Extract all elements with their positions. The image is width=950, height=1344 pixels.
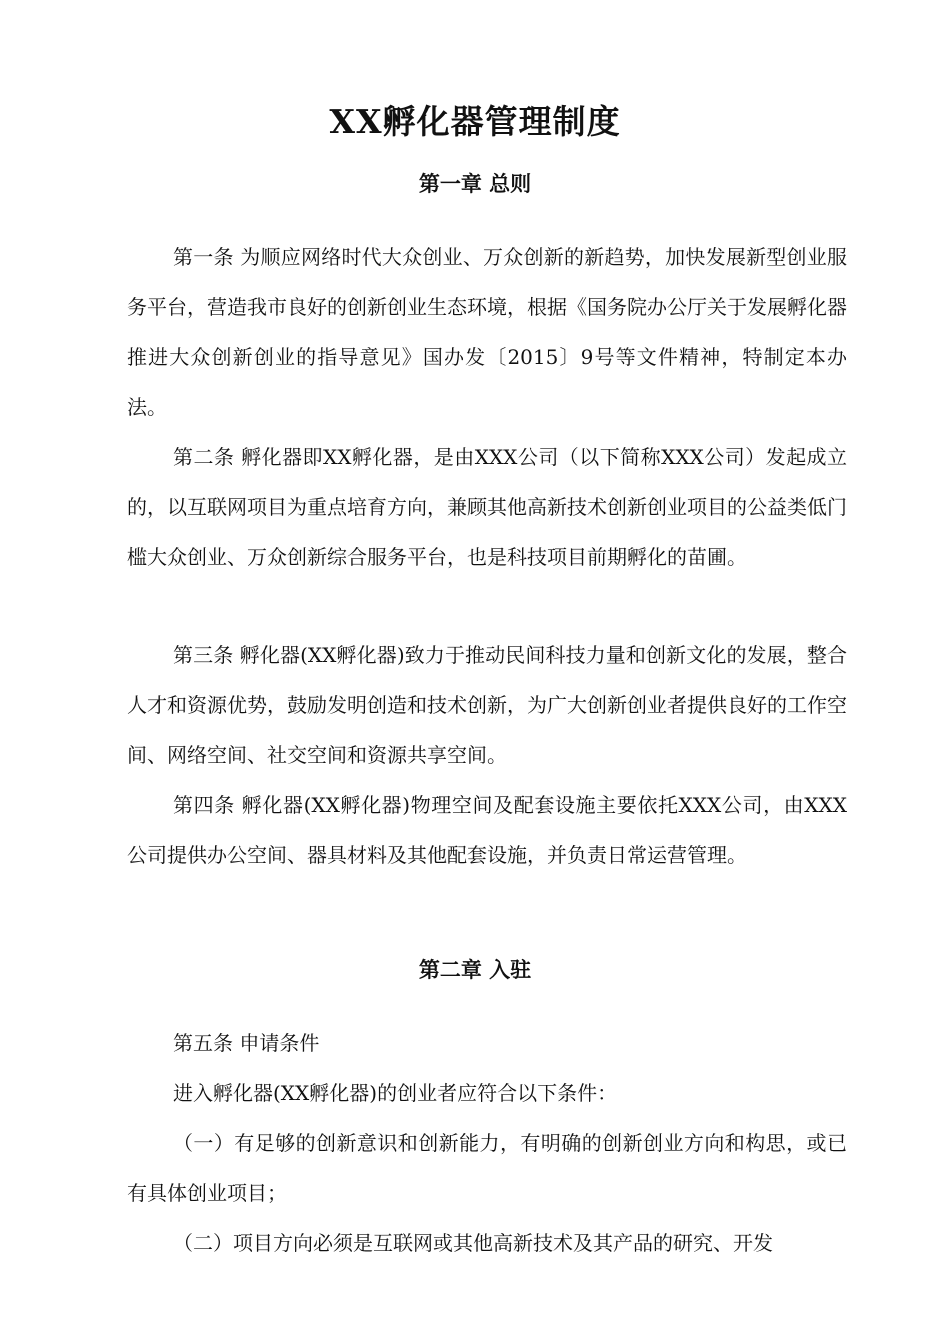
chapter-1-heading: 第一章 总则 [418,171,532,196]
condition-1: （一）有足够的创新意识和创新能力，有明确的创新创业方向和构思，或已有具体创业项目； [127,1131,847,1205]
condition-2: （二）项目方向必须是互联网或其他高新技术及其产品的研究、开发 [173,1231,773,1255]
chapter-2-heading: 第二章 入驻 [418,957,532,982]
article-5-intro: 进入孵化器(XX孵化器)的创业者应符合以下条件： [173,1081,618,1105]
document-title: XX孵化器管理制度 [329,102,621,141]
article-2: 第二条 孵化器即XX孵化器，是由XXX公司（以下简称XXX公司）发起成立的，以互联网项目为重点培育方向，兼顾其他高新技术创新创业项目的公益类低门槛大众创业、万众创新综合服务平台，也是科技项目前期孵化的苗圃。 [127,445,847,569]
article-4: 第四条 孵化器(XX孵化器)物理空间及配套设施主要依托XXX公司，由XXX公司提供办公空间、器具材料及其他配套设施，并负责日常运营管理。 [127,793,847,867]
article-3: 第三条 孵化器(XX孵化器)致力于推动民间科技力量和创新文化的发展，整合人才和资源优势，鼓励发明创造和技术创新，为广大创新创业者提供良好的工作空间、网络空间、社交空间和资源共享空间。 [127,643,847,767]
article-1: 第一条 为顺应网络时代大众创业、万众创新的新趋势，加快发展新型创业服务平台，营造我市良好的创新创业生态环境，根据《国务院办公厅关于发展孵化器推进大众创新创业的指导意见》国办发〔2015〕9号等文件精神，特制定本办法。 [127,245,847,419]
article-5-heading: 第五条 申请条件 [173,1031,320,1055]
